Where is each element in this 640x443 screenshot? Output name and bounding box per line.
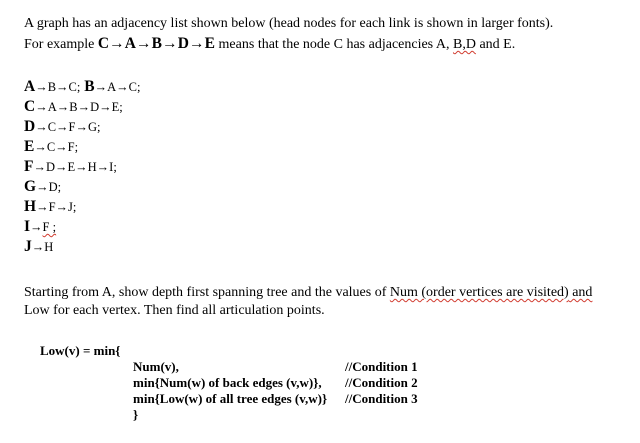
formula-expression: min{Low(w) of all tree edges (v,w)} bbox=[133, 391, 328, 406]
adjacency-tail: →D; bbox=[36, 180, 62, 194]
intro-line-2-prefix: For example bbox=[24, 37, 98, 52]
intro-line-2-middle: means that the node C has adjacencies A, bbox=[215, 37, 453, 52]
adjacency-tail: →A→B→D→E; bbox=[35, 100, 123, 114]
adjacency-row-e bbox=[24, 137, 424, 157]
question-paragraph bbox=[24, 284, 634, 320]
low-formula bbox=[40, 343, 460, 423]
adjacency-row-h bbox=[24, 197, 424, 217]
head-node: B bbox=[80, 78, 95, 95]
intro-line-2-suffix: and E. bbox=[475, 37, 516, 52]
formula-head: Low(v) = min{ bbox=[40, 343, 121, 358]
formula-condition: //Condition 1 bbox=[345, 359, 418, 374]
formula-expression: Num(v), bbox=[133, 359, 179, 374]
formula-expression: min{Num(w) of back edges (v,w)}, bbox=[133, 375, 322, 390]
adjacency-tail: →D→E→H→I; bbox=[33, 160, 117, 174]
head-node: H bbox=[24, 198, 37, 215]
adjacency-row-a bbox=[24, 77, 424, 97]
question-line-2: Low for each vertex. Then find all articulation points. bbox=[24, 303, 325, 318]
adjacency-row-j bbox=[24, 237, 424, 257]
head-node: F bbox=[24, 158, 34, 175]
adjacency-tail: →F→J; bbox=[36, 200, 77, 214]
question-line-1 bbox=[24, 284, 634, 302]
adjacency-row-c bbox=[24, 97, 424, 117]
head-node: E bbox=[24, 138, 35, 155]
head-node: C bbox=[24, 98, 36, 115]
formula-row-2 bbox=[40, 375, 460, 391]
adjacency-row-f bbox=[24, 157, 424, 177]
formula-close-brace: } bbox=[133, 407, 139, 422]
intro-paragraph bbox=[24, 14, 624, 55]
adjacency-tail: →C→F; bbox=[34, 140, 79, 154]
head-node: A bbox=[24, 78, 36, 95]
formula-condition: //Condition 3 bbox=[345, 391, 418, 406]
adjacency-tail: →B→C; bbox=[35, 80, 81, 94]
question-line-1-a: Starting from A, show depth first spanning tree and the values of bbox=[24, 285, 390, 300]
adjacency-tail: →C→F→G; bbox=[35, 120, 101, 134]
head-node: D bbox=[24, 118, 36, 135]
intro-line-1: A graph has an adjacency list shown below (head nodes for each link is shown in larger fonts). bbox=[24, 16, 554, 31]
spellcheck-f: F ; bbox=[42, 220, 57, 234]
adjacency-tail: →A→C; bbox=[94, 80, 141, 94]
head-node: J bbox=[24, 238, 32, 255]
example-adjacency: C→A→B→D→E bbox=[97, 35, 216, 52]
formula-row-close bbox=[40, 407, 460, 423]
adjacency-tail: →H bbox=[31, 240, 54, 254]
head-node: I bbox=[24, 218, 31, 235]
formula-row-3 bbox=[40, 391, 460, 407]
formula-row-1 bbox=[40, 359, 460, 375]
formula-condition: //Condition 2 bbox=[345, 375, 418, 390]
spellcheck-and: and bbox=[568, 285, 593, 300]
spellcheck-visited: (order vertices are visited) bbox=[417, 285, 569, 300]
intro-line-2 bbox=[24, 34, 624, 55]
spellcheck-bd: B,D bbox=[452, 37, 476, 52]
spellcheck-num: Num bbox=[389, 285, 418, 300]
head-node: G bbox=[24, 178, 37, 195]
adjacency-row-i bbox=[24, 217, 424, 237]
adjacency-list bbox=[24, 77, 424, 257]
adjacency-tail: → bbox=[30, 220, 43, 234]
adjacency-row-g bbox=[24, 177, 424, 197]
adjacency-row-d bbox=[24, 117, 424, 137]
